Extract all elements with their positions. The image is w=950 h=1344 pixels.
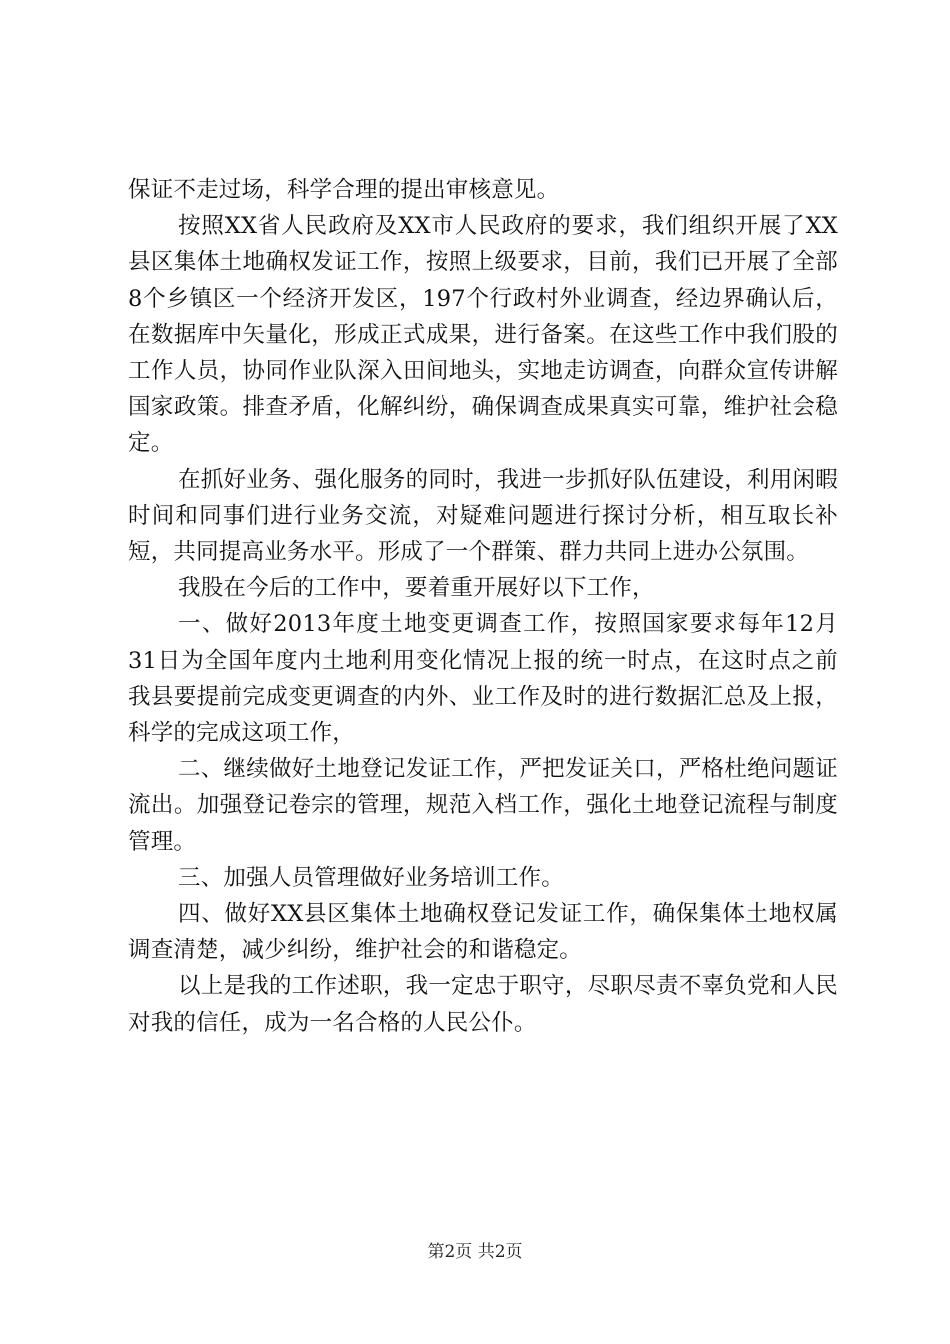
paragraph-future-work-intro: 我股在今后的工作中，要着重开展好以下工作， — [178, 575, 655, 602]
paragraph-team-building: 在抓好业务、强化服务的同时，我进一步抓好队伍建设，利用闲暇时间和同事们进行业务交流，对疑难问题进行探讨分析，相互取长补短，共同提高业务水平。形成了一个群策、群力共同上进办公氛围。 — [128, 466, 838, 566]
paragraph-land-rights-work: 按照XX省人民政府及XX市人民政府的要求，我们组织开展了XX县区集体土地确权发证工作，按照上级要求，目前，我们已开展了全部8个乡镇区一个经济开发区，197个行政村外业调查，经边界确认后，在数据库中矢量化，形成正式成果，进行备案。在这些工作中我们股的工作人员，协同作业队深入田间地头，实地走访调查，向群众宣传讲解国家政策。排查矛盾，化解纠纷，确保调查成果真实可靠，维护社会稳定。 — [128, 213, 838, 457]
page-number-footer: 第2页 共2页 — [427, 1242, 523, 1262]
paragraph-conclusion: 以上是我的工作述职，我一定忠于职守，尽职尽责不辜负党和人民对我的信任，成为一名合格的人民公仆。 — [128, 973, 838, 1036]
paragraph-item-one: 一、做好2013年度土地变更调查工作，按照国家要求每年12月31日为全国年度内土地利用变化情况上报的统一时点，在这时点之前我县要提前完成变更调查的内外、业工作及时的进行数据汇总及上报，科学的完成这项工作， — [128, 611, 838, 747]
paragraph-item-four: 四、做好XX县区集体土地确权登记发证工作，确保集体土地权属调查清楚，减少纠纷，维护社会的和谐稳定。 — [128, 901, 838, 964]
paragraph-continuation: 保证不走过场，科学合理的提出审核意见。 — [128, 177, 560, 203]
document-body — [128, 172, 838, 1041]
paragraph-item-two: 二、继续做好土地登记发证工作，严把发证关口，严格杜绝问题证流出。加强登记卷宗的管理，规范入档工作，强化土地登记流程与制度管理。 — [128, 756, 838, 855]
paragraph-item-three: 三、加强人员管理做好业务培训工作。 — [178, 864, 564, 891]
